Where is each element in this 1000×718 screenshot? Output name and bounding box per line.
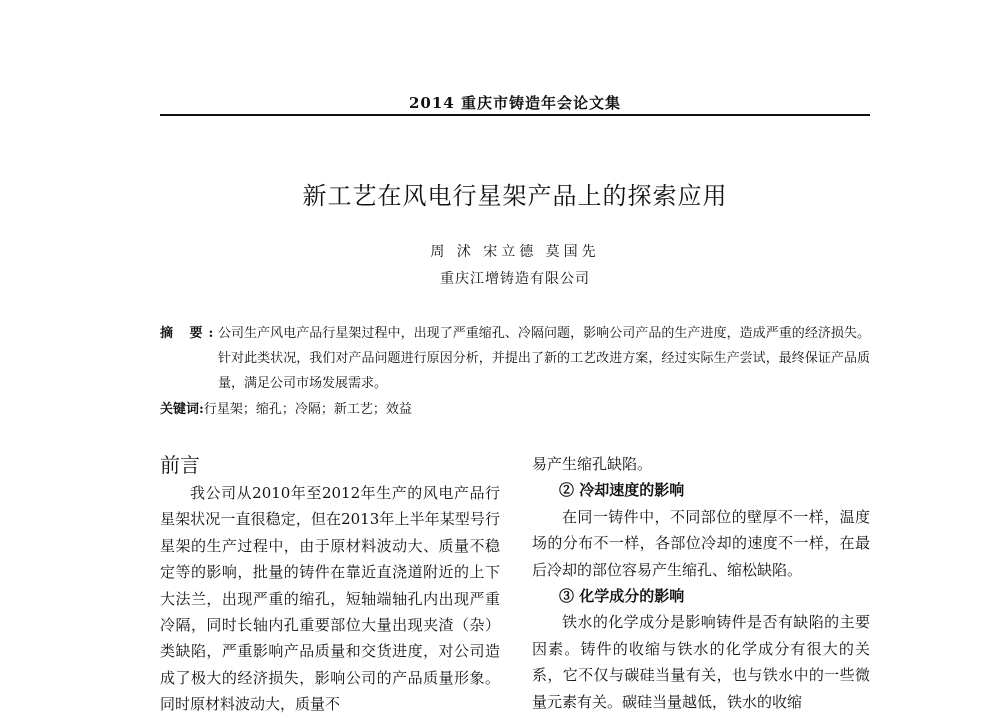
right-intro-paragraph: 易产生缩孔缺陷。 [532,455,653,473]
affiliation: 重庆江增铸造有限公司 [440,271,590,287]
subheading-cooling-rate: ② 冷却速度的影响 [559,481,685,500]
abstract-text: 公司生产风电产品行星架过程中，出现了严重缩孔、冷隔问题，影响公司产品的生产进度，造成严重的经济损失。针对此类状况，我们对产品问题进行原因分析，并提出了新的工艺改进方案，经过实际生产尝试，最终保证产品质量，满足公司市场发展需求。 [218,326,870,391]
cooling-rate-paragraph: 在同一铸件中，不同部位的壁厚不一样，温度场的分布不一样，各部位冷却的速度不一样，在最后冷却的部位容易产生缩孔、缩松缺陷。 [532,507,870,579]
section-heading-preface: 前言 [160,453,200,477]
authors: 周 沭 宋立德 莫国先 [430,244,600,260]
preface-paragraph: 我公司从2010年至2012年生产的风电产品行星架状况一直很稳定，但在2013年上半年某型号行星架的生产过程中，由于原材料波动大、质量不稳定等的影响，批量的铸件在靠近直浇道附近的上下大法兰，出现严重的缩孔，短轴端轴孔内出现严重冷隔，同时长轴内孔重要部位大量出现夹渣（杂）类缺陷，严重影响产品质量和交货进度，对公司造成了极大的经济损失，影响公司的产品质量形象。同时原材料波动大，质量不 [160,484,500,714]
right-column [532,451,870,715]
abstract [160,321,870,396]
keywords-label: 关键词: [160,402,204,417]
chemical-composition-paragraph: 铁水的化学成分是影响铸件是否有缺陷的主要因素。铸件的收缩与铁水的化学成分有很大的关系，它不仅与碳硅当量有关，也与铁水中的一些微量元素有关。碳硅当量越低，铁水的收缩 [532,613,870,711]
left-column [160,480,500,718]
keywords-text: 行星架；缩孔；冷隔；新工艺；效益 [203,402,412,417]
subheading-chemical-composition: ③ 化学成分的影响 [559,587,685,606]
keywords [160,398,870,417]
paper-title: 新工艺在风电行星架产品上的探索应用 [302,182,728,210]
header-rule [160,114,870,116]
running-header: 2014 重庆市铸造年会论文集 [409,94,621,112]
abstract-label: 摘 要: [160,326,220,341]
